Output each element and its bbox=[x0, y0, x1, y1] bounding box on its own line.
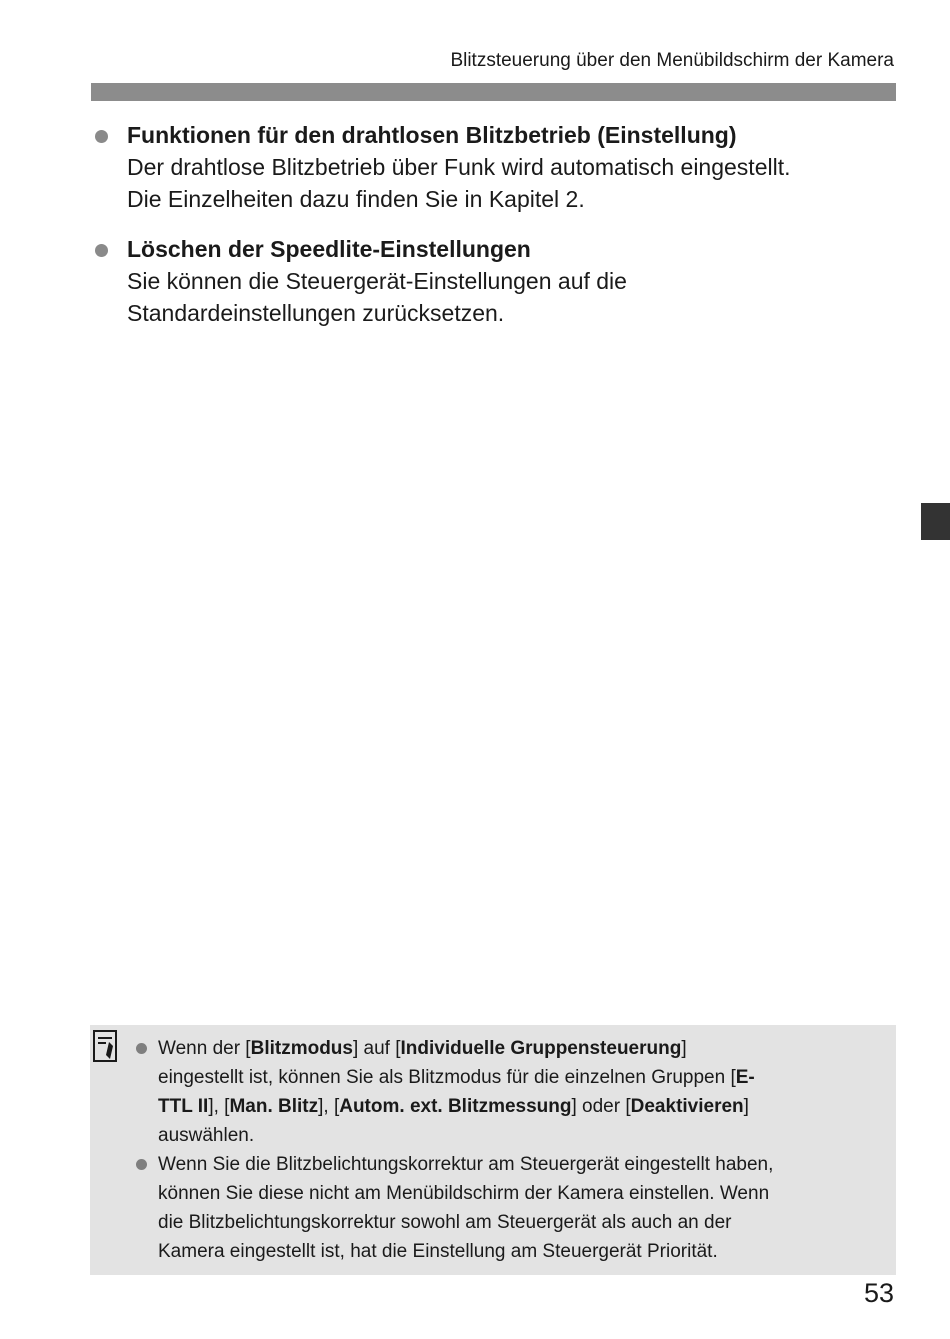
section-line: Die Einzelheiten dazu finden Sie in Kapitel 2. bbox=[127, 186, 585, 212]
section-heading: Funktionen für den drahtlosen Blitzbetrieb (Einstellung) bbox=[127, 122, 737, 148]
note-line: die Blitzbelichtungskorrektur sowohl am Steuergerät als auch an der bbox=[158, 1212, 732, 1233]
chapter-tab-marker bbox=[921, 503, 950, 540]
note-box bbox=[90, 1025, 896, 1275]
bullet-icon bbox=[136, 1043, 147, 1054]
bullet-icon bbox=[95, 130, 108, 143]
note-line: Wenn Sie die Blitzbelichtungskorrektur am Steuergerät eingestellt haben, bbox=[158, 1154, 774, 1175]
section-line: Standardeinstellungen zurücksetzen. bbox=[127, 300, 505, 326]
note-line: können Sie diese nicht am Menübildschirm der Kamera einstellen. Wenn bbox=[158, 1183, 770, 1204]
note-line: Kamera eingestellt ist, hat die Einstellung am Steuergerät Priorität. bbox=[158, 1241, 718, 1262]
section-line: Der drahtlose Blitzbetrieb über Funk wird automatisch eingestellt. bbox=[127, 154, 791, 180]
note-line: eingestellt ist, können Sie als Blitzmodus für die einzelnen Gruppen [E- bbox=[158, 1067, 755, 1088]
note-line: TTL II], [Man. Blitz], [Autom. ext. Blitzmessung] oder [Deaktivieren] bbox=[158, 1096, 749, 1117]
note-line: Wenn der [Blitzmodus] auf [Individuelle Gruppensteuerung] bbox=[158, 1038, 687, 1059]
note-line: auswählen. bbox=[158, 1125, 255, 1146]
note-item-group-modes bbox=[136, 1034, 876, 1150]
bullet-icon bbox=[95, 244, 108, 257]
section-wireless-functions bbox=[91, 119, 881, 215]
section-reset-settings bbox=[91, 233, 881, 329]
page-number: 53 bbox=[863, 1278, 894, 1308]
header-rule bbox=[91, 83, 896, 101]
note-icon bbox=[92, 1029, 118, 1063]
page-header-title: Blitzsteuerung über den Menübildschirm der Kamera bbox=[450, 50, 894, 71]
section-heading: Löschen der Speedlite-Einstellungen bbox=[127, 236, 531, 262]
note-item-compensation-priority bbox=[136, 1150, 876, 1266]
section-line: Sie können die Steuergerät-Einstellungen auf die bbox=[127, 268, 627, 294]
bullet-icon bbox=[136, 1159, 147, 1170]
